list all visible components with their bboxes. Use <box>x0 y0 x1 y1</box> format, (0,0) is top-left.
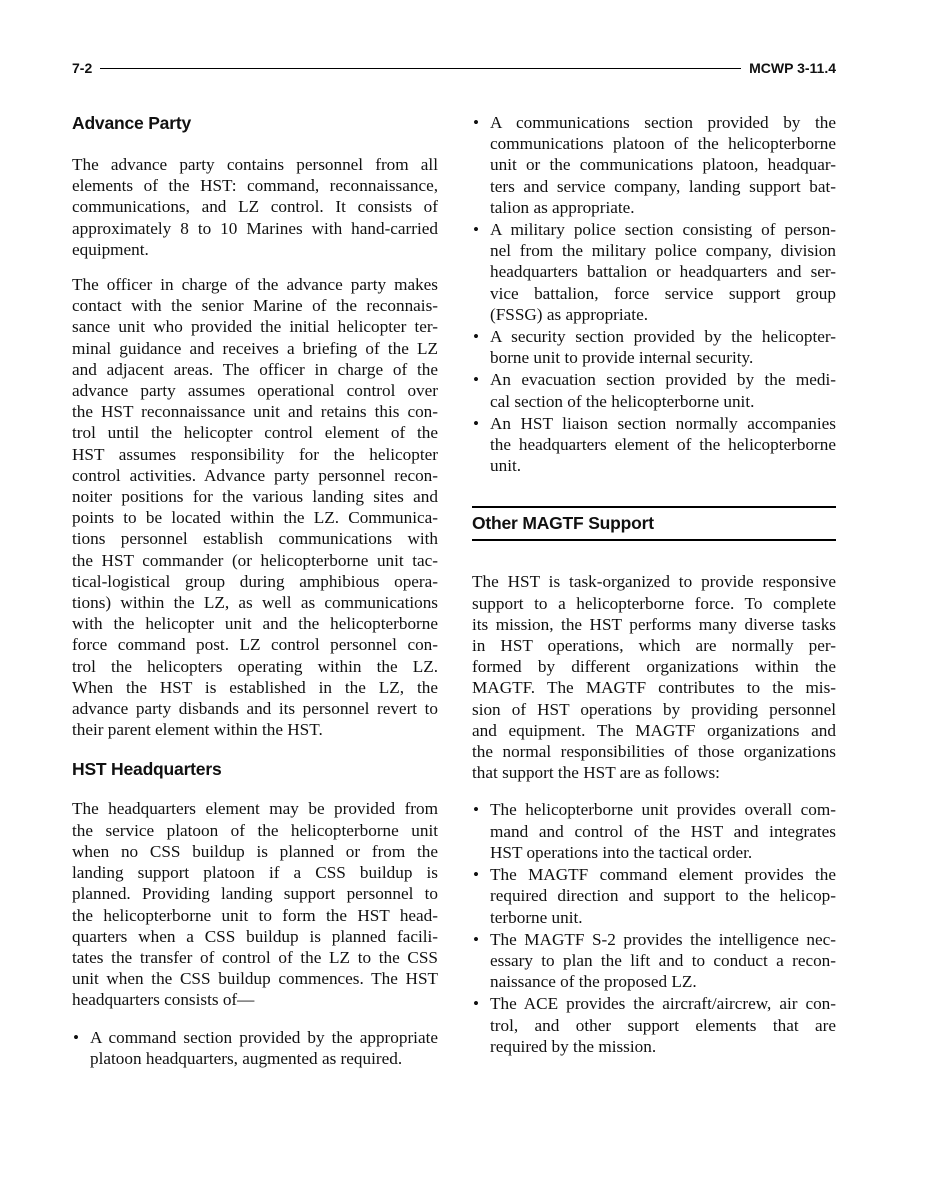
bullet-text <box>490 929 836 993</box>
text-line: the HST commander (or helicopterborne unit tac- <box>72 550 438 570</box>
text-line: quarters when a CSS buildup is planned facili- <box>72 926 438 946</box>
text-line: elements of the HST: command, reconnaissance, <box>72 176 438 196</box>
text-line: HST operations into the tactical order. <box>490 842 753 862</box>
text-line: when no CSS buildup is planned or from the <box>72 841 438 861</box>
text-line: The helicopterborne unit provides overall com- <box>490 800 836 820</box>
text-line: nel from the military police company, division <box>490 241 836 261</box>
text-line: tions personnel establish communications with <box>72 529 438 549</box>
text-line: the headquarters element of the helicopterborne <box>490 435 836 455</box>
magtf-responsibilities-bullet-list <box>472 799 836 1056</box>
text-line: When the HST is established in the LZ, the <box>72 677 438 697</box>
page-header <box>72 58 836 78</box>
text-line: A security section provided by the helicopter- <box>490 327 836 347</box>
text-line: control activities. Advance party personnel recon- <box>72 465 438 485</box>
bullet-item <box>472 219 836 325</box>
text-line: contact with the senior Marine of the reconnais- <box>72 296 438 316</box>
text-line: talion as appropriate. <box>490 197 635 217</box>
text-line: headquarters battalion or headquarters and ser- <box>490 262 836 282</box>
text-line: trol until the helicopter control element of the <box>72 423 438 443</box>
bullet-item <box>472 112 836 218</box>
advance-party-heading: Advance Party <box>72 113 191 133</box>
bullet-icon: • <box>473 994 480 1014</box>
bullet-item <box>472 413 836 477</box>
text-line: the HST reconnaissance unit and retains this con- <box>72 402 438 422</box>
text-line: noiter positions for the various landing sites and <box>72 487 438 507</box>
text-line: The officer in charge of the advance party makes <box>72 275 438 295</box>
text-line: landing support platoon if a CSS buildup is <box>72 863 438 883</box>
text-line: force command post. LZ control personnel con- <box>72 635 438 655</box>
text-line: A military police section consisting of person- <box>490 220 836 240</box>
left-column <box>72 112 438 1070</box>
text-line: and equipment. The MAGTF organizations and <box>472 720 836 740</box>
text-line: essary to plan the lift and to conduct a recon- <box>490 950 836 970</box>
bullet-item <box>472 993 836 1057</box>
text-line: sance unit who provided the initial helicopter ter- <box>72 317 438 337</box>
bullet-icon: • <box>473 865 480 885</box>
text-line: cal section of the helicopterborne unit. <box>490 391 755 411</box>
bullet-text <box>490 326 836 368</box>
text-line: ters and service company, landing support bat- <box>490 176 836 196</box>
bullet-item <box>472 369 836 411</box>
bullet-icon: • <box>473 929 480 949</box>
hst-headquarters-paragraph <box>72 798 438 1010</box>
hst-headquarters-heading: HST Headquarters <box>72 759 222 780</box>
text-line: with the helicopter unit and the helicopterborne <box>72 614 438 634</box>
text-line: The MAGTF S-2 provides the intelligence nec- <box>490 929 836 949</box>
bullet-icon: • <box>473 220 480 240</box>
text-line: tical-logistical group during amphibious opera- <box>72 571 438 591</box>
text-line: (FSSG) as appropriate. <box>490 304 649 324</box>
other-magtf-paragraph <box>472 571 836 783</box>
text-line: An evacuation section provided by the medi- <box>490 370 836 390</box>
text-line: tates the transfer of control of the LZ to the CSS <box>72 947 438 967</box>
text-line: formed by different organizations within the <box>472 657 836 677</box>
text-line: advance party disbands and its personnel revert to <box>72 699 438 719</box>
bullet-text <box>490 112 836 218</box>
text-line: HST assumes responsibility for the helicopter <box>72 444 438 464</box>
text-line: A command section provided by the appropriate <box>90 1027 438 1047</box>
text-line: The HST is task-organized to provide responsive <box>472 572 836 592</box>
bullet-icon: • <box>473 327 480 347</box>
bullet-icon: • <box>473 113 480 132</box>
bullet-item <box>472 799 836 863</box>
right-column <box>472 112 836 1058</box>
hq-sections-bullet-list <box>472 112 836 476</box>
text-line: its mission, the HST performs many diverse tasks <box>472 614 836 634</box>
text-line: headquarters consists of— <box>72 990 255 1010</box>
page-number: 7-2 <box>72 60 93 76</box>
text-line: platoon headquarters, augmented as required. <box>90 1048 403 1068</box>
text-line: planned. Providing landing support personnel to <box>72 884 438 904</box>
text-line: naissance of the proposed LZ. <box>490 972 697 992</box>
header-rule <box>100 68 741 69</box>
text-line: A communications section provided by the <box>490 113 836 132</box>
bullet-item <box>472 929 836 993</box>
text-line: in HST operations, which are normally per- <box>472 636 836 656</box>
bullet-item <box>72 1027 438 1069</box>
advance-party-paragraph-1 <box>72 154 438 260</box>
text-line: trol the helicopters operating within the LZ. <box>72 656 438 676</box>
text-line: mand and control of the HST and integrates <box>490 821 836 841</box>
bullet-text <box>490 219 836 325</box>
text-line: communications, and LZ control. It consists of <box>72 197 438 217</box>
other-magtf-support-heading: Other MAGTF Support <box>472 506 836 541</box>
bullet-text <box>490 993 836 1057</box>
text-line: equipment. <box>72 239 149 259</box>
text-line: unit. <box>490 456 522 476</box>
advance-party-paragraph-2 <box>72 274 438 740</box>
text-line: approximately 8 to 10 Marines with hand-carried <box>72 218 438 238</box>
bullet-icon: • <box>473 413 480 433</box>
text-line: MAGTF. The MAGTF contributes to the mis- <box>472 678 836 698</box>
text-line: that support the HST are as follows: <box>472 763 720 783</box>
text-line: unit when the CSS buildup commences. The HST <box>72 969 438 989</box>
text-line: communications platoon of the helicopterborne <box>490 134 836 154</box>
text-line: required by the mission. <box>490 1036 657 1056</box>
hst-headquarters-bullet-list <box>72 1027 438 1069</box>
text-line: support to a helicopterborne force. To complete <box>472 593 836 613</box>
text-line: The ACE provides the aircraft/aircrew, air con- <box>490 994 836 1014</box>
bullet-text <box>490 369 836 411</box>
bullet-text <box>490 799 836 863</box>
bullet-item <box>472 326 836 368</box>
text-line: The headquarters element may be provided from <box>72 799 438 819</box>
text-line: the service platoon of the helicopterborne unit <box>72 820 438 840</box>
bullet-text <box>490 413 836 477</box>
bullet-text <box>90 1027 438 1069</box>
text-line: minal guidance and receives a briefing of the LZ <box>72 338 438 358</box>
text-line: sion of HST operations by providing personnel <box>472 699 836 719</box>
text-line: required direction and support to the helicop- <box>490 886 836 906</box>
text-line: tions) within the LZ, as well as communications <box>72 593 438 613</box>
text-line: borne unit to provide internal security. <box>490 348 754 368</box>
bullet-item <box>472 864 836 928</box>
bullet-icon: • <box>473 370 480 390</box>
bullet-icon: • <box>73 1027 80 1047</box>
text-line: their parent element within the HST. <box>72 720 323 740</box>
text-line: The advance party contains personnel from all <box>72 155 438 174</box>
text-line: An HST liaison section normally accompanies <box>490 413 836 433</box>
text-line: trol, and other support elements that are <box>490 1015 836 1035</box>
text-line: advance party assumes operational control over <box>72 381 438 401</box>
bullet-icon: • <box>473 800 480 820</box>
text-line: the normal responsibilities of those organizations <box>472 742 836 762</box>
text-line: and adjacent areas. The officer in charge of the <box>72 359 438 379</box>
text-line: vice battalion, force service support group <box>490 283 836 303</box>
text-line: the helicopterborne unit to form the HST head- <box>72 905 438 925</box>
text-line: unit or the communications platoon, headquar- <box>490 155 836 175</box>
text-line: points to be located within the LZ. Communica- <box>72 508 438 528</box>
text-line: The MAGTF command element provides the <box>490 865 836 885</box>
document-id: MCWP 3-11.4 <box>749 60 836 76</box>
text-line: terborne unit. <box>490 907 583 927</box>
bullet-text <box>490 864 836 928</box>
